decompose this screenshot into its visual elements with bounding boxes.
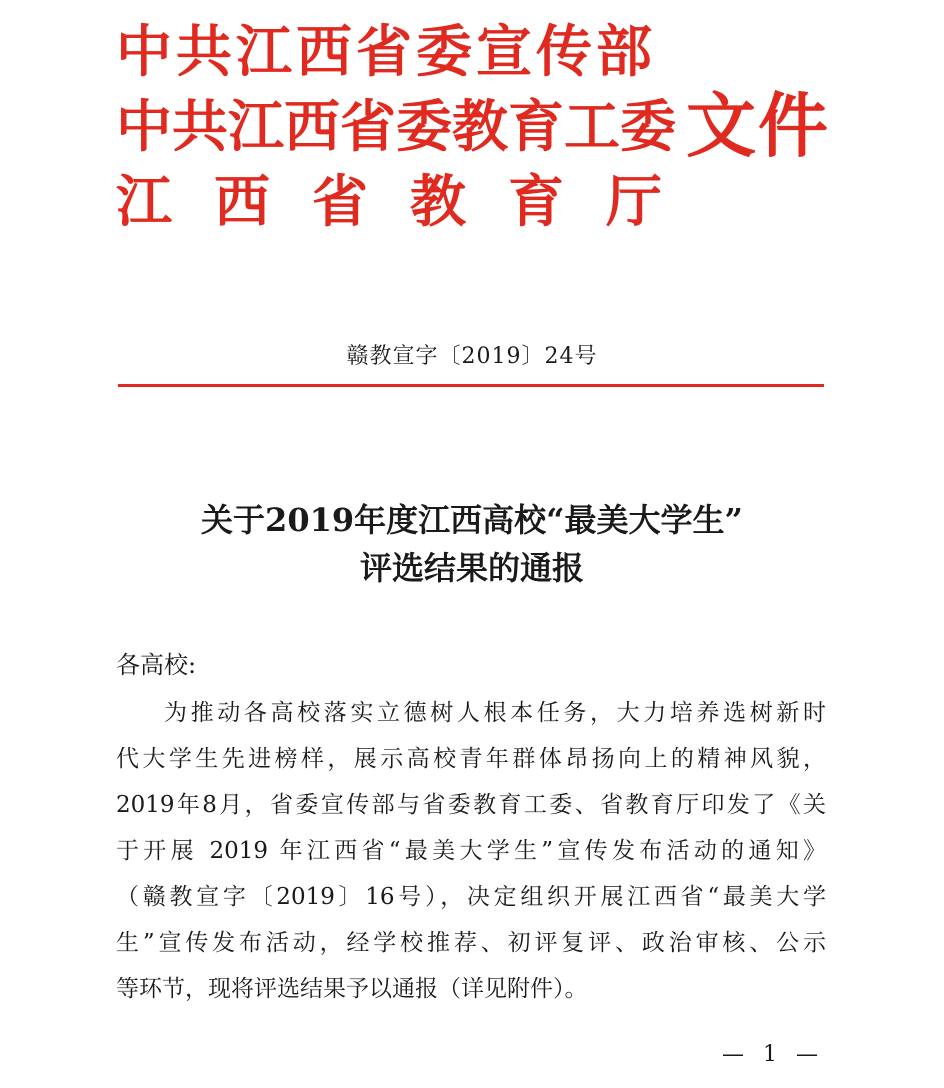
body-line: （赣教宣字〔2019〕16号），决定组织开展江西省“最美大学 [116,884,826,910]
document-title-line-1: 关于2019年度江西高校“最美大学生” [201,501,743,539]
issuer-education-department: 江西省教育厅 [116,169,704,235]
page-number: — 1 — [722,1042,824,1067]
body-line: 于开展 2019 年江西省“最美大学生”宣传发布活动的通知》 [116,838,826,864]
body-line: 生”宣传发布活动，经学校推荐、初评复评、政治审核、公示 [116,930,826,956]
red-divider [118,384,824,387]
document-word: 文件 [686,84,830,167]
salutation: 各高校: [116,651,197,679]
body-line: 2019年8月，省委宣传部与省委教育工委、省教育厅印发了《关 [116,792,826,818]
document-number: 赣教宣字〔2019〕24号 [346,344,598,369]
issuer-publicity-department: 中共江西省委宣传部 [116,19,656,85]
body-line: 为推动各高校落实立德树人根本任务，大力培养选树新时 [164,700,826,726]
body-line: 代大学生先进榜样，展示高校青年群体昂扬向上的精神风貌， [116,746,826,772]
issuer-education-work-committee: 中共江西省委教育工委 [116,94,676,160]
document-title-line-2: 评选结果的通报 [359,549,584,587]
body-line: 等环节，现将评选结果予以通报（详见附件）。 [116,976,588,1002]
